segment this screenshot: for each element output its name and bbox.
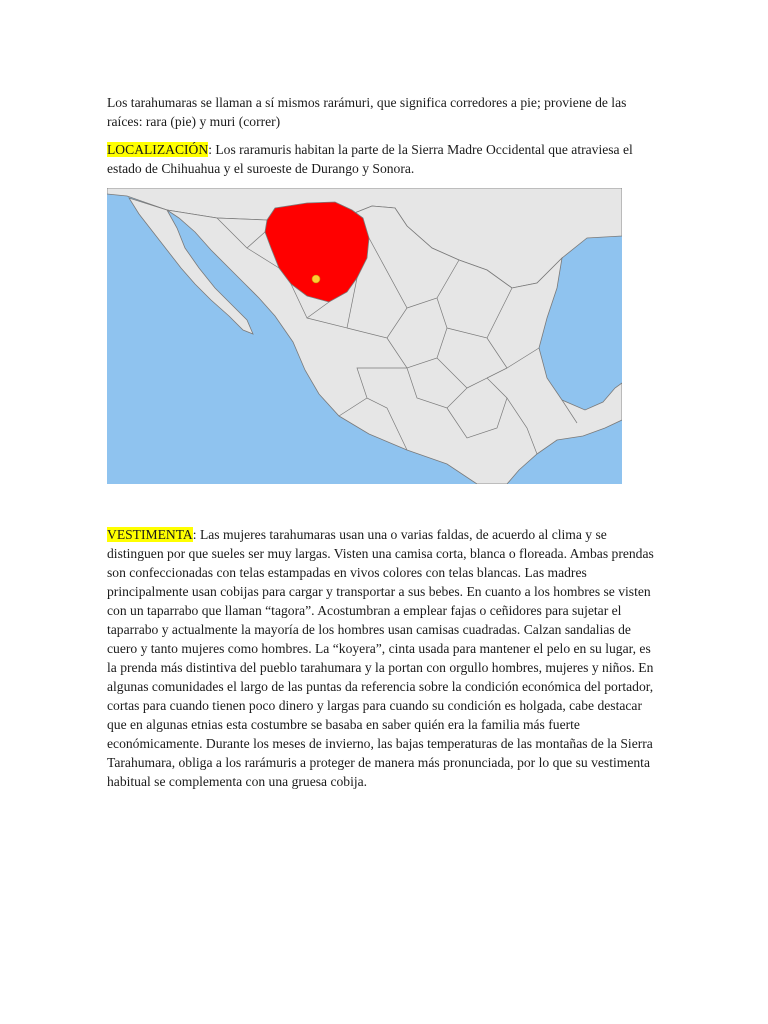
intro-paragraph	[107, 93, 655, 131]
vestimenta-text: : Las mujeres tarahumaras usan una o varias faldas, de acuerdo al clima y se distinguen por que sueles ser muy largas. Visten una camisa corta, blanca o floreada. Ambas prendas son confeccionadas con telas estampadas en vivos colores con telas blancas. Las madres principalmente usan cobijas para cargar y transportar a sus bebes. En cuanto a los hombres se visten con un taparrabo que llaman “tagora”. Acostumbran a emplear fajas o ceñidores para sujetar el taparrabo y actualmente la mayoría de los hombres usan camisas cuadradas. Calzan sandalias de cuero y tanto mujeres como hombres. La “koyera”, cinta usada para mantener el pelo en su lugar, es la prenda más distintiva del pueblo tarahumara y la portan con orgullo hombres, mujeres y niños. En algunas comunidades el largo de las puntas da referencia sobre la condición económica del portador, cortas para cuando tienen poco dinero y largas para cuando su condición es holgada, cabe destacar que en algunas etnias esta costumbre se basaba en saber quién era la familia más fuerte económicamente. Durante los meses de invierno, las bajas temperaturas de las montañas de la Sierra Tarahumara, obliga a los rarámuris a proteger de manera más pronunciada, por lo que su vestimenta habitual se complementa con una gruesa cobija.	[107, 527, 654, 789]
vestimenta-paragraph	[107, 525, 655, 791]
localizacion-heading: LOCALIZACIÓN	[107, 142, 209, 157]
map-location-marker	[312, 275, 320, 283]
localizacion-text: : Los raramuris habitan la parte de la Sierra Madre Occidental que atraviesa el estado de Chihuahua y el suroeste de Durango y Sonora.	[107, 142, 633, 176]
mexico-map	[107, 188, 622, 484]
vestimenta-heading: VESTIMENTA	[107, 527, 193, 542]
localizacion-paragraph	[107, 140, 655, 178]
mexico-map-graphic	[107, 188, 622, 484]
intro-text: Los tarahumaras se llaman a sí mismos rarámuri, que significa corredores a pie; proviene de las raíces: rara (pie) y muri (correr)	[107, 95, 627, 129]
